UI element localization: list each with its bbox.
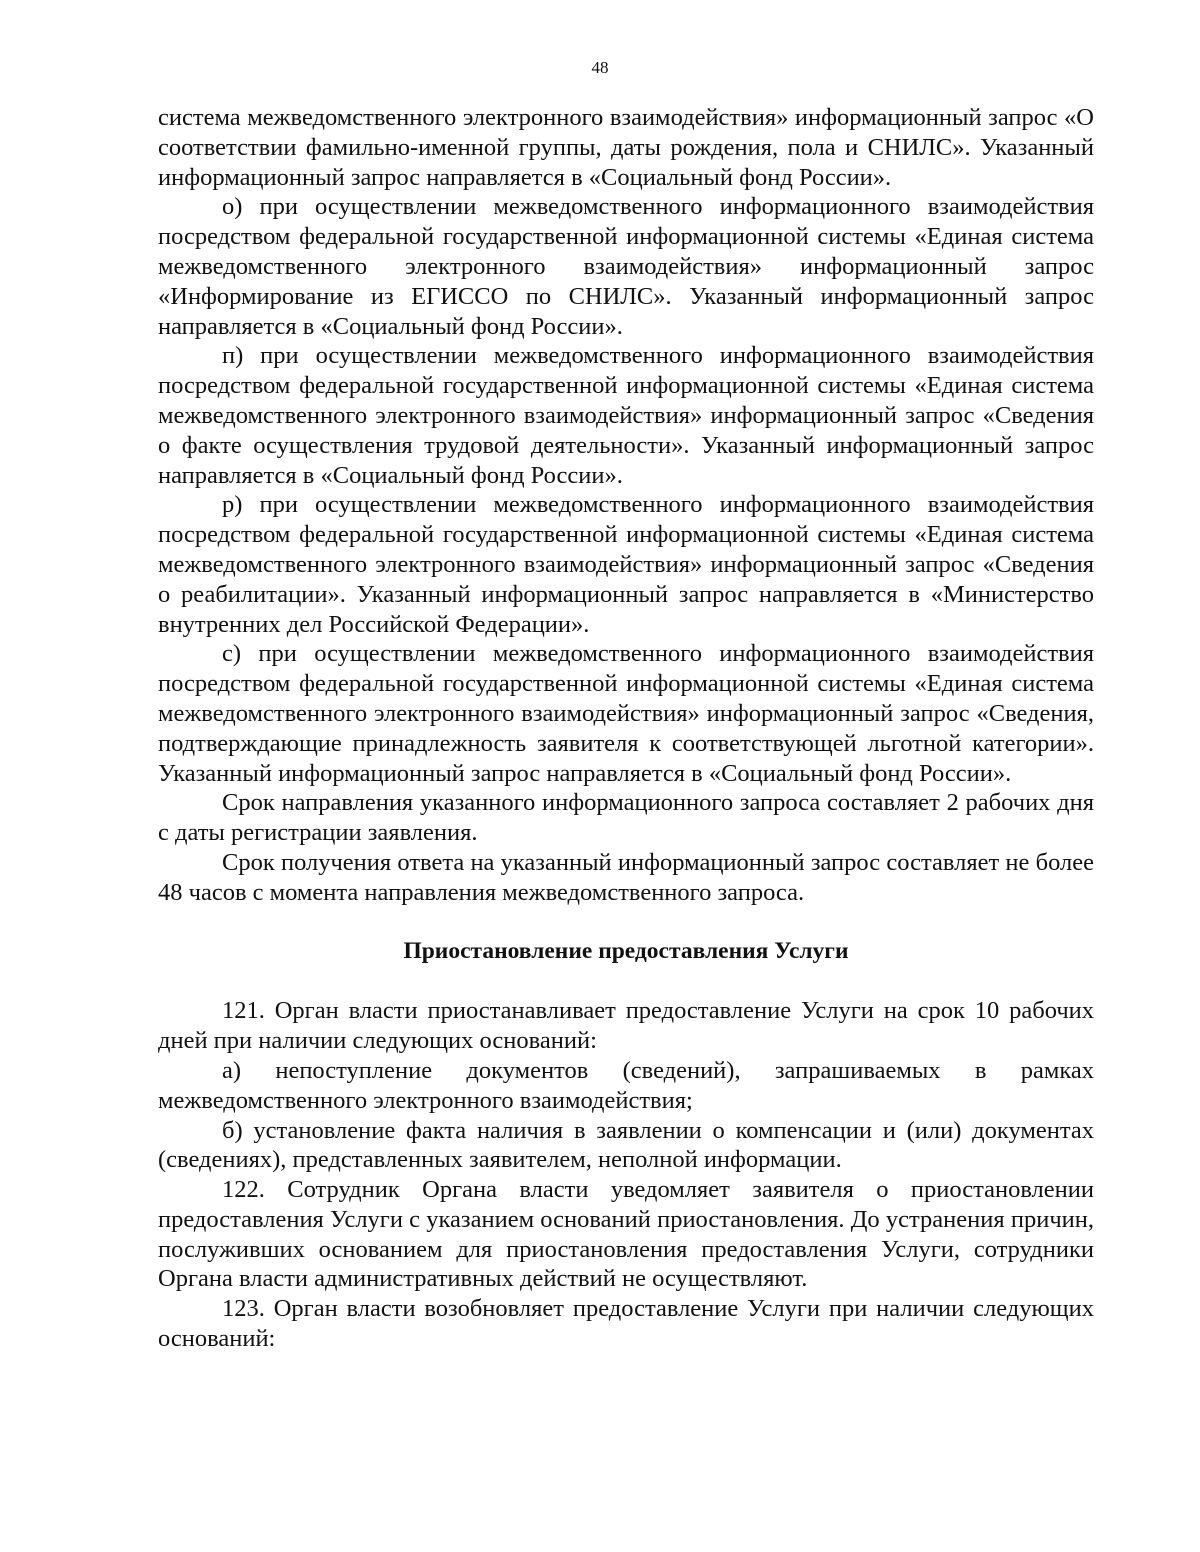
- page-number: 48: [591, 58, 609, 77]
- paragraph-121: 121. Орган власти приостанавливает предоставление Услуги на срок 10 рабочих дней при наличии следующих оснований:: [158, 997, 1094, 1055]
- paragraph-response-deadline: Срок получения ответа на указанный информационный запрос составляет не более 48 часов с момента направления межведомственного запроса.: [158, 848, 1094, 906]
- paragraph-request-deadline: Срок направления указанного информационного запроса составляет 2 рабочих дня с даты регистрации заявления.: [158, 789, 1094, 847]
- document-body: [158, 103, 1094, 1354]
- section-heading: Приостановление предоставления Услуги: [403, 937, 849, 964]
- paragraph-123: 123. Орган власти возобновляет предоставление Услуги при наличии следующих оснований:: [158, 1295, 1094, 1353]
- paragraph-122: 122. Сотрудник Органа власти уведомляет заявителя о приостановлении предоставления Услуги с указанием оснований приостановления. До устранения причин, послуживших основанием для приостановления предоставления Услуги, сотрудники Органа власти административных действий не осуществляют.: [158, 1176, 1094, 1293]
- paragraph-121-b: б) установление факта наличия в заявлении о компенсации и (или) документах (сведениях), представленных заявителем, неполной информации.: [158, 1116, 1094, 1174]
- paragraph-continuation: система межведомственного электронного взаимодействия» информационный запрос «О соответствии фамильно-именной группы, даты рождения, пола и СНИЛС». Указанный информационный запрос направляется в «Социальный фонд России».: [158, 104, 1094, 191]
- paragraph-item-o: о) при осуществлении межведомственного информационного взаимодействия посредством федеральной государственной информационной системы «Единая система межведомственного электронного взаимодействия» информационный запрос «Информирование из ЕГИССО по СНИЛС». Указанный информационный запрос направляется в «Социальный фонд России».: [158, 193, 1094, 340]
- paragraph-item-s: с) при осуществлении межведомственного информационного взаимодействия посредством федеральной государственной информационной системы «Единая система межведомственного электронного взаимодействия» информационный запрос «Сведения, подтверждающие принадлежность заявителя к соответствующей льготной категории». Указанный информационный запрос направляется в «Социальный фонд России».: [158, 640, 1094, 787]
- paragraph-121-a: а) непоступление документов (сведений), запрашиваемых в рамках межведомственного электронного взаимодействия;: [158, 1056, 1094, 1114]
- paragraph-item-p: п) при осуществлении межведомственного информационного взаимодействия посредством федеральной государственной информационной системы «Единая система межведомственного электронного взаимодействия» информационный запрос «Сведения о факте осуществления трудовой деятельности». Указанный информационный запрос направляется в «Социальный фонд России».: [158, 342, 1094, 489]
- paragraph-item-r: р) при осуществлении межведомственного информационного взаимодействия посредством федеральной государственной информационной системы «Единая система межведомственного электронного взаимодействия» информационный запрос «Сведения о реабилитации». Указанный информационный запрос направляется в «Министерство внутренних дел Российской Федерации».: [158, 491, 1094, 638]
